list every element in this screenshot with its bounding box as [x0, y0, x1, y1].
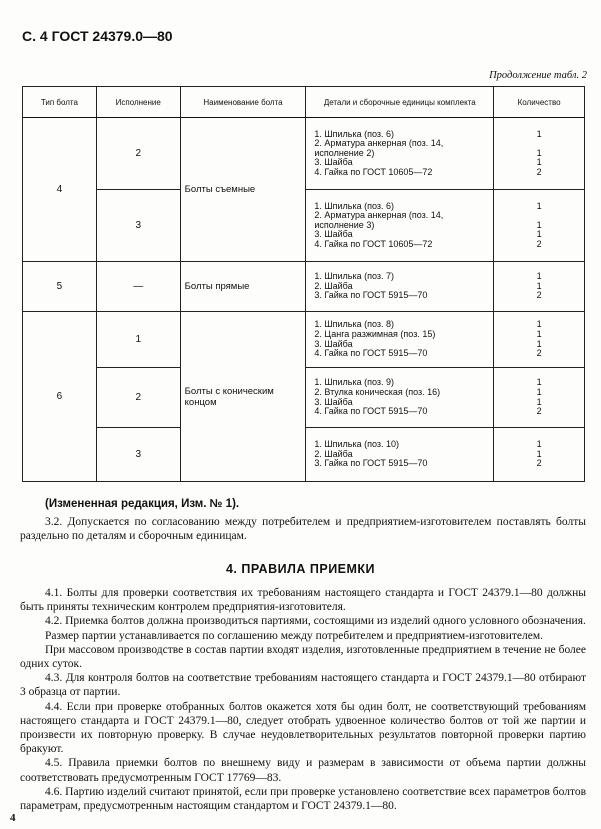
page-number: 4	[10, 812, 16, 824]
detail-line: 4. Гайка по ГОСТ 5915—70	[314, 406, 428, 417]
table-row	[23, 118, 585, 190]
page-header: С. 4 ГОСТ 24379.0—80	[22, 28, 173, 44]
detail-line: 3. Шайба	[314, 338, 353, 349]
quantity-cell	[494, 262, 585, 312]
details-cell	[306, 368, 494, 428]
quantity-value: 1	[536, 229, 542, 240]
paragraph: Размер партии устанавливается по соглашению между потребителем и предприятием-изготовителем.	[45, 629, 544, 642]
quantity-cell	[494, 428, 585, 482]
col-header-execution: Исполнение	[96, 87, 180, 118]
paragraph: 4.2. Приемка болтов должна производиться партиями, состоящими из изделий одного условного обозначения.	[45, 615, 586, 628]
detail-line: 2. Втулка коническая (поз. 16)	[314, 386, 441, 397]
section-body	[20, 586, 586, 813]
detail-line: 2. Арматура анкерная (поз. 14,	[314, 138, 444, 149]
detail-line: 1. Шпилька (поз. 10)	[314, 439, 400, 450]
detail-line: 4. Гайка по ГОСТ 10605—72	[314, 238, 433, 249]
quantity-value: 1	[536, 338, 542, 349]
section-title: 4. ПРАВИЛА ПРИЕМКИ	[225, 562, 376, 576]
execution-cell: 2	[96, 118, 180, 190]
table-continuation-label: Продолжение табл. 2	[489, 70, 587, 81]
quantity-value: 1	[536, 377, 542, 388]
quantity-value: 1	[536, 128, 542, 139]
table-row	[23, 312, 585, 368]
detail-line: 2. Цанга разжимная (поз. 15)	[314, 328, 436, 339]
quantity-value: 2	[536, 290, 542, 301]
detail-line: 1. Шпилька (поз. 6)	[314, 128, 395, 139]
quantity-cell	[494, 118, 585, 190]
bolt-name-cell: Болты прямые	[180, 262, 306, 312]
quantity-value: 1	[536, 271, 542, 282]
col-header-details: Детали и сборочные единицы комплекта	[306, 87, 494, 118]
col-header-type: Тип болта	[23, 87, 97, 118]
col-header-name: Наименование болта	[180, 87, 306, 118]
table-row	[23, 262, 585, 312]
quantity-value: 2	[536, 458, 542, 469]
paragraph: При массовом производстве в состав партии входят изделия, изготовленные предприятием в течение не более одних суток.	[20, 643, 586, 671]
bolt-name-cell: Болты с коническим концом	[180, 312, 306, 482]
detail-line: 2. Шайба	[314, 280, 353, 291]
detail-line: 1. Шпилька (поз. 8)	[314, 319, 395, 330]
bolt-composition-table	[22, 86, 585, 482]
detail-line: 4. Гайка по ГОСТ 10605—72	[314, 166, 433, 177]
detail-line: 3. Шайба	[314, 396, 353, 407]
detail-line: 2. Шайба	[314, 448, 353, 459]
table-header-row	[23, 87, 585, 118]
detail-line: 2. Арматура анкерная (поз. 14,	[314, 210, 444, 221]
quantity-cell	[494, 190, 585, 262]
quantity-cell	[494, 312, 585, 368]
quantity-value: 1	[536, 328, 542, 339]
quantity-value: 1	[536, 280, 542, 291]
bolt-name-cell: Болты съемные	[180, 118, 306, 262]
quantity-value: 1	[536, 319, 542, 330]
quantity-value: 2	[536, 406, 542, 417]
detail-line: 3. Шайба	[314, 229, 353, 240]
quantity-value: 2	[536, 238, 542, 249]
details-cell	[306, 190, 494, 262]
quantity-value: 2	[536, 166, 542, 177]
quantity-value: 1	[536, 386, 542, 397]
detail-line: исполнение 2)	[314, 147, 375, 158]
quantity-value: 1	[536, 219, 542, 230]
detail-line: 3. Шайба	[314, 157, 353, 168]
execution-cell: 3	[96, 190, 180, 262]
quantity-value: 1	[536, 448, 542, 459]
detail-line: 4. Гайка по ГОСТ 5915—70	[314, 348, 428, 359]
quantity-value: 1	[536, 157, 542, 168]
detail-line: 1. Шпилька (поз. 7)	[314, 271, 395, 282]
detail-line: исполнение 3)	[314, 219, 375, 230]
quantity-value: 1	[536, 396, 542, 407]
paragraph: 4.4. Если при проверке отобранных болтов окажется хотя бы один болт, не соответствующий требованиям настоящего стандарта и ГОСТ 24379.1—80, следует отобрать удвоенное количество болтов от той же партии и произвести их повторную проверку. В случае неудовлетворительных результатов повторной проверки партию бракуют.	[20, 700, 586, 756]
execution-cell: 2	[96, 368, 180, 428]
detail-line: 3. Гайка по ГОСТ 5915—70	[314, 458, 428, 469]
paragraph-3-2: 3.2. Допускается по согласованию между потребителем и предприятием-изготовителем поставлять болты раздельно по деталям и сборочным единицам.	[20, 516, 586, 543]
paragraph: 4.5. Правила приемки болтов по внешнему виду и размерам в зависимости от объема партии должны соответствовать предусмотренным ГОСТ 17769—83.	[20, 757, 586, 784]
detail-line: 1. Шпилька (поз. 9)	[314, 377, 395, 388]
quantity-value: 2	[536, 348, 542, 359]
bolt-type-cell: 4	[23, 118, 97, 262]
details-cell	[306, 118, 494, 190]
bolt-type-cell: 6	[23, 312, 97, 482]
execution-cell: 3	[96, 428, 180, 482]
details-cell	[306, 312, 494, 368]
paragraph: 4.6. Партию изделий считают принятой, если при проверке установлено соответствие всех параметров болтов параметрам, предусмотренным настоящим стандартом и ГОСТ 24379.1—80.	[20, 785, 586, 813]
quantity-value: 1	[536, 439, 542, 450]
paragraph: 4.1. Болты для проверки соответствия их требованиям настоящего стандарта и ГОСТ 24379.1—80 должны быть приняты техническим контролем предприятия-изготовителя.	[20, 587, 586, 614]
details-cell	[306, 428, 494, 482]
paragraph: 4.3. Для контроля болтов на соответствие требованиям настоящего стандарта и ГОСТ 24379.1—80 отбирают 3 образца от партии.	[20, 672, 586, 699]
edit-note: (Измененная редакция, Изм. № 1).	[45, 498, 240, 510]
bolt-type-cell: 5	[23, 262, 97, 312]
details-cell	[306, 262, 494, 312]
quantity-value: 1	[536, 147, 542, 158]
detail-line: 1. Шпилька (поз. 6)	[314, 200, 395, 211]
quantity-value: 1	[536, 200, 542, 211]
execution-cell: 1	[96, 312, 180, 368]
quantity-cell	[494, 368, 585, 428]
detail-line: 3. Гайка по ГОСТ 5915—70	[314, 290, 428, 301]
col-header-quantity: Количество	[494, 87, 585, 118]
execution-cell: —	[96, 262, 180, 312]
